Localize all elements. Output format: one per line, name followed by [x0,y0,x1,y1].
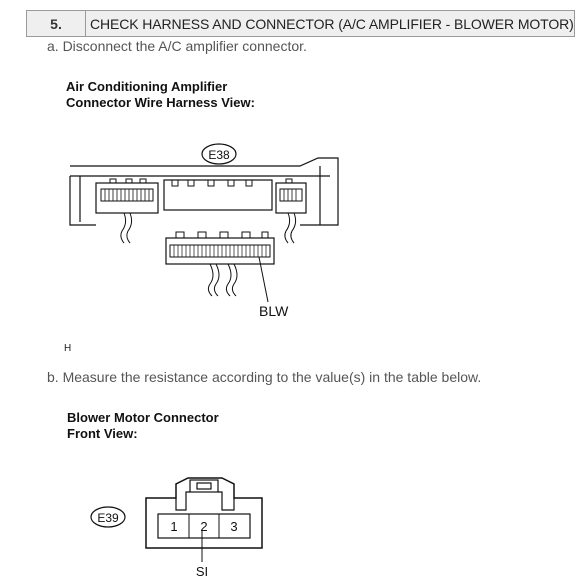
right-connector [276,179,306,213]
figure2-title-line1: Blower Motor Connector [67,410,219,425]
figure1-footer-mark: H [64,343,72,354]
step-number: 5. [27,11,86,36]
figure1-title-line1: Air Conditioning Amplifier [66,79,228,94]
e39-label: E39 [97,511,119,525]
blw-label: BLW [259,303,289,319]
figure1-title-line2: Connector Wire Harness View: [66,95,255,110]
step-title: CHECK HARNESS AND CONNECTOR (A/C AMPLIFIER - BLOWER MOTOR) [90,15,574,32]
e38-label: E38 [208,148,230,162]
harness-wires [208,264,237,296]
center-housing [164,180,272,210]
pin-1: 1 [170,519,178,534]
harness-connector [166,232,274,264]
figure2-title [67,410,219,442]
left-connector [96,179,158,213]
pin-2: 2 [200,519,208,534]
instruction-b: b. Measure the resistance according to the value(s) in the table below. [47,369,482,385]
instruction-a: a. Disconnect the A/C amplifier connector. [47,38,307,54]
figure2-title-line2: Front View: [67,426,138,441]
pin-3: 3 [230,519,238,534]
si-label: SI [195,564,209,579]
